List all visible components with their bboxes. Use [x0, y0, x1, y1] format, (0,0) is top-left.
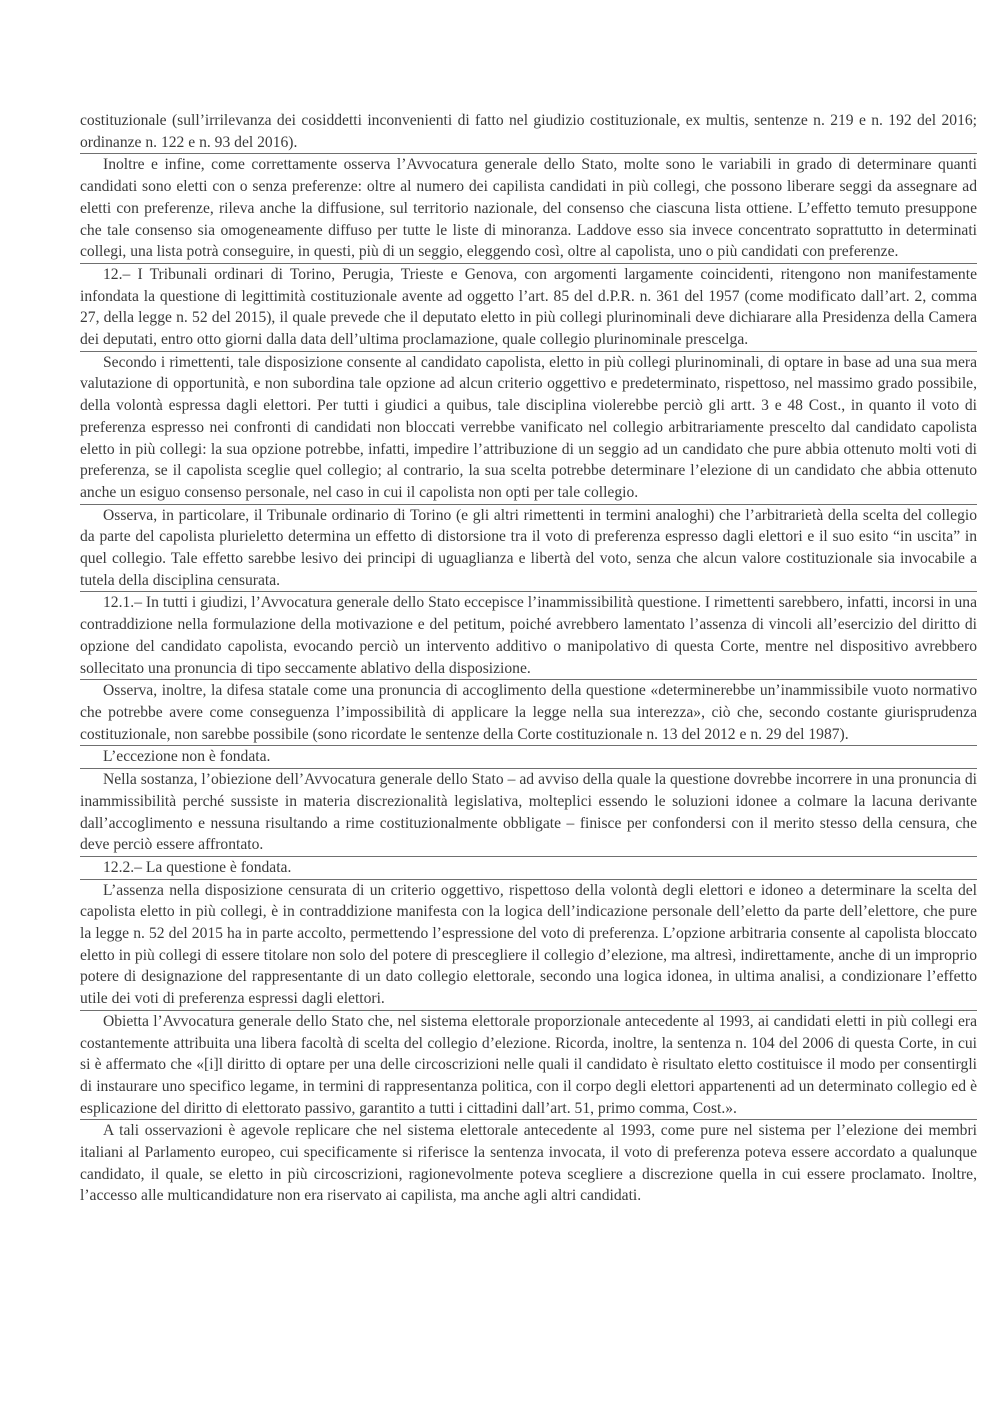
paragraph-torino: Osserva, in particolare, il Tribunale ordinario di Torino (e gli altri rimettenti in termini analoghi) che l’arbitrarietà della scelta del collegio da parte del capolista plurieletto determina un effetto di distorsione tra il voto di preferenza espresso dagli elettori e il suo esito “in uscita” in quel collegio. Tale effetto sarebbe lesivo dei principi di uguaglianza e libertà del voto, senza che alcun valore costituzionale sia invocabile a tutela della disciplina censurata.	[80, 505, 977, 593]
paragraph-obietta: Obietta l’Avvocatura generale dello Stato che, nel sistema elettorale proporzionale antecedente al 1993, ai candidati eletti in più collegi era costantemente attribuita una libera facoltà di scelta del collegio d’elezione. Ricorda, inoltre, la sentenza n. 104 del 2006 di questa Corte, in cui si è affermato che «[i]l diritto di optare per una delle circoscrizioni nelle quali il candidato è risultato eletto costituisce il modo per consentirgli di instaurare uno specifico legame, in termini di rappresentanza politica, con il corpo degli elettori appartenenti ad un determinato collegio ed è esplicazione del diritto di elettorato passivo, garantito a tutti i cittadini dall’art. 51, primo comma, Cost.».	[80, 1011, 977, 1121]
paragraph-rimettenti: Secondo i rimettenti, tale disposizione consente al candidato capolista, eletto in più collegi plurinominali, di optare in base ad una sua mera valutazione di opportunità, e non subordina tale opzione ad alcun criterio oggettivo e predeterminato, rispettoso, nel massimo grado possibile, della volontà espressa dagli elettori. Per tutti i giudici a quibus, tale disciplina violerebbe perciò gli artt. 3 e 48 Cost., in quanto il voto di preferenza espresso nei confronti di candidati non bloccati verrebbe vanificato nel collegio arbitrariamente prescelto dal candidato capolista eletto in più collegi: la sua opzione potrebbe, infatti, impedire l’attribuzione di un seggio ad un candidato che pure abbia ottenuto molti voti di preferenza, se il capolista sceglie quel collegio; al contrario, la sua scelta potrebbe determinare l’elezione di un candidato che abbia ottenuto anche un esiguo consenso personale, nel caso in cui il capolista non opti per tale collegio.	[80, 352, 977, 505]
paragraph-eccezione: L’eccezione non è fondata.	[80, 746, 977, 769]
paragraph-section-12-2: 12.2.– La questione è fondata.	[80, 857, 977, 880]
paragraph-difesa-statale: Osserva, inoltre, la difesa statale come una pronuncia di accoglimento della questione «determinerebbe un’inammissibile vuoto normativo che potrebbe avere come conseguenza l’impossibilità di applicare la legge nella sua interezza», ciò che, secondo costante giurisprudenza costituzionale, non sarebbe possibile (sono ricordate le sentenze della Corte costituzionale n. 13 del 2012 e n. 29 del 1987).	[80, 680, 977, 746]
paragraph-variables: Inoltre e infine, come correttamente osserva l’Avvocatura generale dello Stato, molte sono le variabili in grado di determinare quanti candidati sono eletti con o senza preferenze: oltre al numero dei capilista candidati in più collegi, che possono liberare seggi da assegnare ad eletti con preferenze, rileva anche la diffusione, sul territorio nazionale, del consenso che ciascuna lista ottiene. L’effetto temuto presuppone che tale consenso sia omogeneamente diffuso per tutte le liste di minoranza. Laddove esso sia invece concentrato soprattutto in determinati collegi, una lista potrà conseguire, in questi, più di un seggio, eleggendo così, oltre al capolista, uno o più candidati con preferenze.	[80, 154, 977, 264]
paragraph-sostanza: Nella sostanza, l’obiezione dell’Avvocatura generale dello Stato – ad avviso della quale la questione dovrebbe incorrere in una pronuncia di inammissibilità perché sussiste in materia discrezionalità legislativa, molteplici essendo le soluzioni idonee a colmare la lacuna derivante dall’accoglimento e nessuna risultando a rime costituzionalmente obbligate – finisce per confondersi con il merito stesso della censura, che deve perciò essere affrontato.	[80, 769, 977, 857]
paragraph-continuation: costituzionale (sull’irrilevanza dei cosiddetti inconvenienti di fatto nel giudizio costituzionale, ex multis, sentenze n. 219 e n. 192 del 2016; ordinanze n. 122 e n. 93 del 2016).	[80, 110, 977, 154]
paragraph-section-12: 12.– I Tribunali ordinari di Torino, Perugia, Trieste e Genova, con argomenti largamente coincidenti, ritengono non manifestamente infondata la questione di legittimità costituzionale avente ad oggetto l’art. 85 del d.P.R. n. 361 del 1957 (come modificato dall’art. 2, comma 27, della legge n. 52 del 2015), il quale prevede che il deputato eletto in più collegi plurinominali deve dichiarare alla Presidenza della Camera dei deputati, entro otto giorni dalla data dell’ultima proclamazione, quale collegio plurinominale prescelga.	[80, 264, 977, 352]
document-page	[80, 110, 977, 1207]
paragraph-assenza: L’assenza nella disposizione censurata di un criterio oggettivo, rispettoso della volontà degli elettori e idoneo a determinare la scelta del capolista eletto in più collegi, è in contraddizione manifesta con la logica dell’indicazione personale dell’eletto da parte dell’elettore, che pure la legge n. 52 del 2015 ha in parte accolto, permettendo l’espressione del voto di preferenza. L’opzione arbitraria consente al capolista bloccato eletto in più collegi di essere titolare non solo del potere di prescegliere il collegio d’elezione, ma altresì, indirettamente, anche di un improprio potere di designazione del rappresentante di un dato collegio elettorale, secondo una logica idonea, in ultima analisi, a condizionare l’effetto utile dei voti di preferenza espressi dagli elettori.	[80, 880, 977, 1011]
paragraph-section-12-1: 12.1.– In tutti i giudizi, l’Avvocatura generale dello Stato eccepisce l’inammissibilità questione. I rimettenti sarebbero, infatti, incorsi in una contraddizione nella formulazione della motivazione e del petitum, poiché avrebbero lamentato l’assenza di vincoli all’esercizio del diritto di opzione del candidato capolista, evocando perciò un intervento additivo o manipolativo di questa Corte, mentre nel dispositivo avrebbero sollecitato una pronuncia di tipo seccamente ablativo della disposizione.	[80, 592, 977, 680]
paragraph-replica: A tali osservazioni è agevole replicare che nel sistema elettorale antecedente al 1993, come pure nel sistema per l’elezione dei membri italiani al Parlamento europeo, cui specificamente si riferisce la sentenza invocata, il voto di preferenza poteva essere accordato a qualunque candidato, il quale, se eletto in più circoscrizioni, ragionevolmente poteva scegliere a discrezione quella in cui essere proclamato. Inoltre, l’accesso alle multicandidature non era riservato ai capilista, ma anche agli altri candidati.	[80, 1122, 977, 1205]
